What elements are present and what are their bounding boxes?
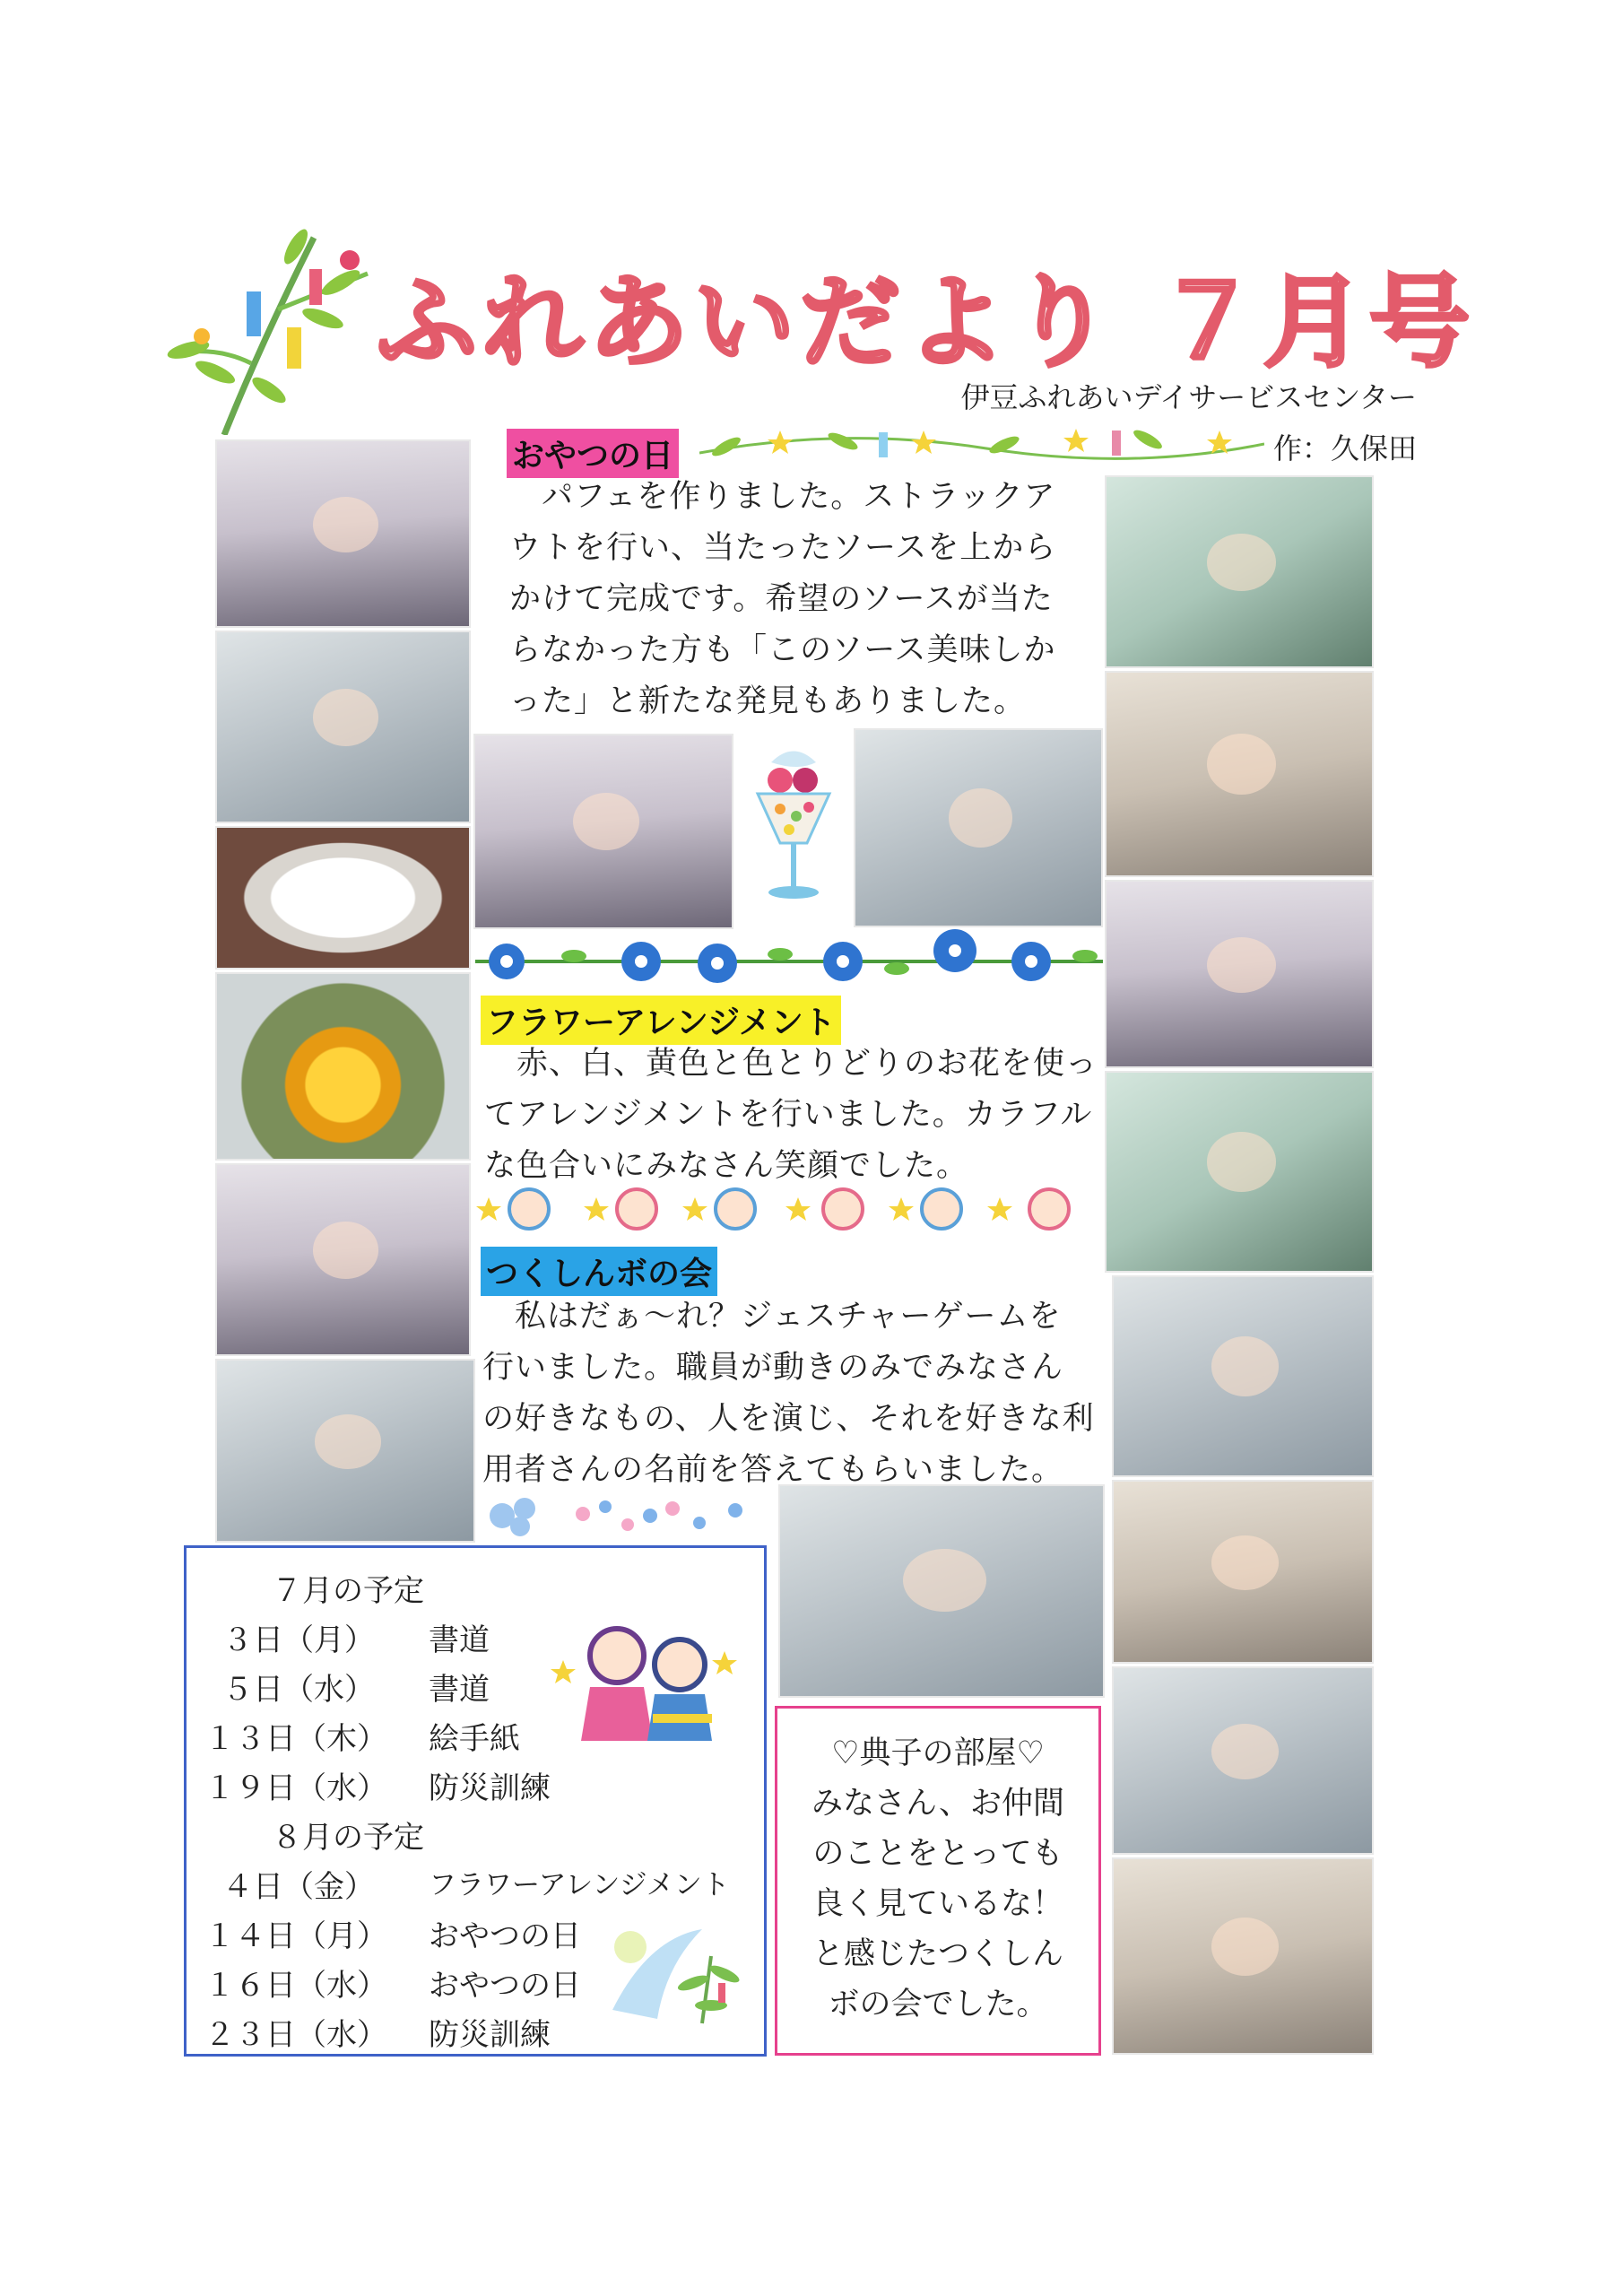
corner-line: と感じたつくしん (812, 1936, 1063, 1972)
schedule-date: ５日（水） (222, 1672, 375, 1708)
paragraph-line: かけて完成です。希望のソースが当た (509, 581, 1054, 617)
photo-man-eating (1105, 475, 1374, 668)
section-label-tsukushinbo: つくしんボの会 (481, 1247, 717, 1296)
section-label-oyatsu: おやつの日 (507, 429, 679, 478)
hydrangea-decoration (484, 1489, 771, 1543)
morning-glory-garland (475, 924, 1103, 996)
milky-way-bamboo-icon (603, 1920, 747, 2028)
photo-flower-table (1105, 880, 1374, 1068)
schedule-box (184, 1545, 767, 2057)
tanabata-bamboo-icon (161, 220, 386, 435)
august-schedule-title: ８月の予定 (272, 1820, 424, 1856)
tanabata-dolls-garland (475, 1175, 1103, 1238)
schedule-date: ４日（金） (222, 1869, 375, 1905)
photo-peace-sign (1112, 1275, 1374, 1477)
paragraph-line: 私はだぁ～れ？ジェスチャーゲームを (482, 1299, 1062, 1335)
organization-name: 伊豆ふれあいデイサービスセンター (960, 380, 1417, 414)
corner-line: みなさん、お仲間 (811, 1786, 1065, 1822)
schedule-row (222, 1862, 760, 1905)
photo-parfait-plate (215, 826, 471, 970)
page-title: ふれあいだより ７月号 (377, 265, 1475, 381)
photo-gesture-game-hall (215, 1359, 475, 1543)
photo-sunflower (215, 972, 471, 1161)
paragraph-line: な色合いにみなさん笑顔でした。 (484, 1148, 969, 1184)
paragraph-tsukushinbo (482, 1292, 1095, 1496)
schedule-date: １９日（水） (204, 1770, 387, 1806)
schedule-activity: おやつの日 (429, 1968, 581, 2004)
corner-line: ボの会でした。 (828, 1987, 1048, 2022)
photo-woman-parfait (473, 734, 733, 929)
paragraph-line: 用者さんの名前を答えてもらいました。 (482, 1452, 1064, 1488)
photo-gesture-game-room (778, 1484, 1105, 1698)
schedule-date: １３日（木） (204, 1721, 387, 1757)
paragraph-line: てアレンジメントを行いました。カラフル (484, 1097, 1093, 1133)
noriko-corner-box (775, 1706, 1101, 2056)
photo-dayroom-3 (1112, 1857, 1374, 2055)
schedule-activity: 絵手紙 (429, 1721, 520, 1757)
author-name: 作：久保田 (1272, 431, 1417, 465)
paragraph-line: ウトを行い、当たったソースを上から (509, 530, 1057, 566)
paragraph-line: 赤、白、黄色と色とりどりのお花を使っ (484, 1046, 1098, 1082)
paragraph-line: の好きなもの、人を演じ、それを好きな利 (482, 1401, 1095, 1437)
schedule-activity: おやつの日 (429, 1918, 581, 1954)
paragraph-oyatsu (509, 472, 1056, 727)
schedule-activity: 書道 (429, 1672, 490, 1708)
paragraph-line: った」と新たな発見もありました。 (509, 683, 1027, 719)
photo-dayroom-1 (1112, 1480, 1374, 1664)
photo-man-with-spoon (1105, 671, 1374, 877)
corner-line: 良く見ているな！ (812, 1886, 1063, 1922)
photo-man-with-flowers (1105, 1071, 1374, 1273)
schedule-row (204, 1763, 725, 1806)
section-label-flower: フラワーアレンジメント (481, 996, 841, 1045)
photo-wheelchair-game (215, 631, 471, 823)
corner-title: ♡典子の部屋♡ (831, 1735, 1045, 1771)
corner-line: のことをとっても (812, 1836, 1063, 1872)
photo-boy-parfait (854, 728, 1103, 927)
paragraph-line: 行いました。職員が動きのみでみなさん (482, 1350, 1064, 1386)
parfait-icon (744, 744, 843, 906)
garland-decoration (699, 422, 1264, 466)
schedule-date: ３日（月） (222, 1622, 375, 1658)
schedule-activity: 書道 (429, 1622, 490, 1658)
orihime-hikoboshi-icon (545, 1606, 742, 1750)
paragraph-line: らなかった方も「このソース美味しか (509, 632, 1056, 668)
schedule-date: １４日（月） (204, 1918, 387, 1954)
photo-strike-out-game (215, 439, 471, 628)
photo-flower-arrangement-woman (215, 1163, 471, 1356)
july-schedule-title: ７月の予定 (272, 1573, 424, 1609)
paragraph-line: パフェを作りました。ストラックア (509, 479, 1056, 515)
schedule-date: １６日（水） (204, 1968, 387, 2004)
schedule-activity: 防災訓練 (429, 1770, 551, 1806)
schedule-activity: フラワーアレンジメント (429, 1869, 730, 1901)
schedule-date: ２３日（水） (204, 2017, 387, 2053)
photo-dayroom-2 (1112, 1666, 1374, 1855)
schedule-activity: 防災訓練 (429, 2017, 551, 2053)
paragraph-flower (484, 1039, 1098, 1192)
